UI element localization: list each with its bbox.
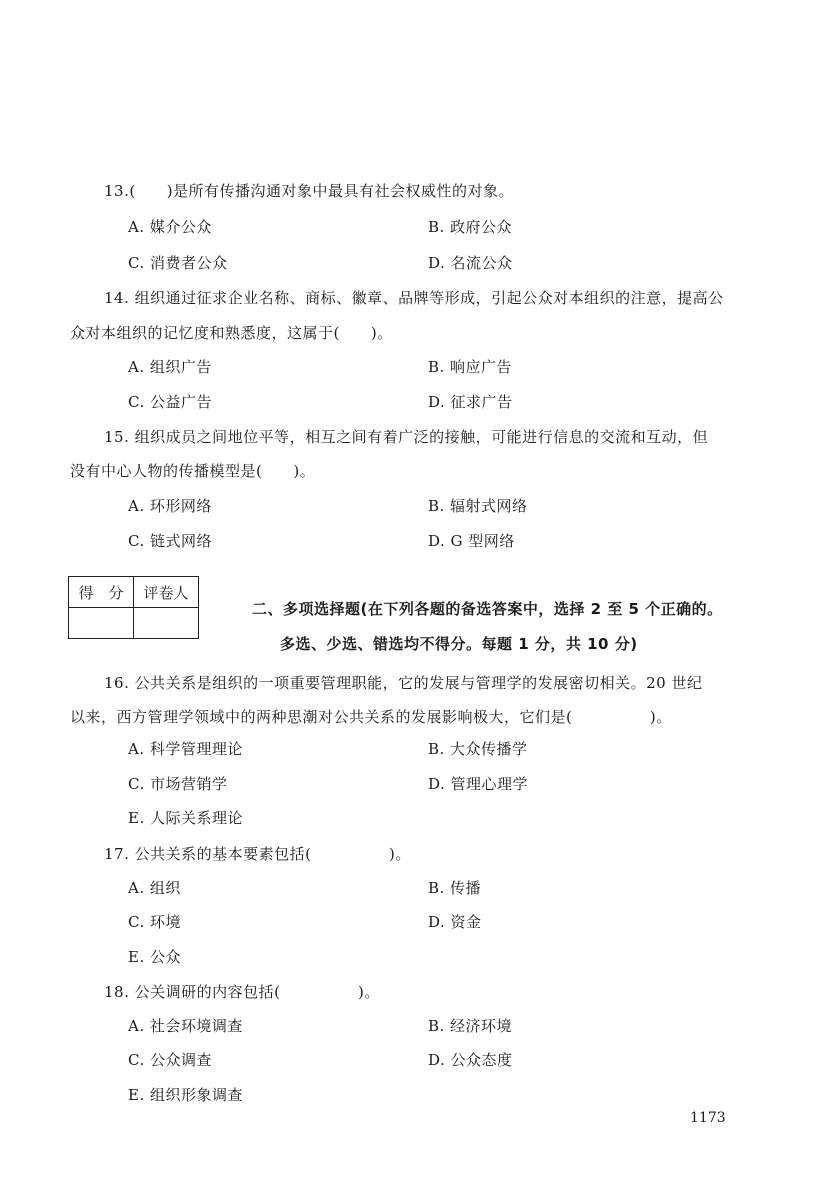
question-15-option-d: D. G 型网络 (428, 532, 515, 550)
question-15-option-b: B. 辐射式网络 (428, 497, 528, 515)
question-16-option-e: E. 人际关系理论 (128, 809, 243, 827)
question-13-stem: 13.( )是所有传播沟通对象中最具有社会权威性的对象。 (104, 182, 515, 200)
question-15-option-c: C. 链式网络 (128, 532, 212, 550)
question-17-stem: 17. 公共关系的基本要素包括( )。 (104, 845, 411, 863)
question-16-option-b: B. 大众传播学 (428, 740, 528, 758)
score-cell (69, 608, 134, 639)
question-13-option-d: D. 名流公众 (428, 254, 513, 272)
question-16-stem-line2: 以来，西方管理学领域中的两种思潮对公共关系的发展影响极大，它们是( )。 (70, 708, 672, 726)
question-16-option-c: C. 市场营销学 (128, 775, 228, 793)
score-label: 得 分 (69, 577, 134, 608)
question-16-stem-line1: 16. 公共关系是组织的一项重要管理职能，它的发展与管理学的发展密切相关。20 世纪 (104, 674, 703, 692)
question-18-option-e: E. 组织形象调查 (128, 1086, 243, 1104)
question-14-option-a: A. 组织广告 (128, 358, 212, 376)
question-18-option-d: D. 公众态度 (428, 1051, 513, 1069)
question-13-option-a: A. 媒介公众 (128, 218, 212, 236)
question-15-stem-line2: 没有中心人物的传播模型是( )。 (70, 462, 316, 480)
question-14-option-d: D. 征求广告 (428, 393, 513, 411)
grader-label: 评卷人 (134, 577, 199, 608)
question-14-stem-line2: 众对本组织的记忆度和熟悉度，这属于( )。 (70, 324, 393, 342)
grader-cell (134, 608, 199, 639)
question-13-option-b: B. 政府公众 (428, 218, 513, 236)
section-2-title-line2: 多选、少选、错选均不得分。每题 1 分，共 10 分) (280, 635, 638, 653)
question-17-option-e: E. 公众 (128, 948, 181, 966)
score-box (68, 576, 199, 639)
question-15-option-a: A. 环形网络 (128, 497, 212, 515)
question-17-option-a: A. 组织 (128, 879, 181, 897)
question-16-option-d: D. 管理心理学 (428, 775, 529, 793)
question-14-option-b: B. 响应广告 (428, 358, 513, 376)
question-13-option-c: C. 消费者公众 (128, 254, 228, 272)
page-number: 1173 (690, 1110, 726, 1126)
question-17-option-b: B. 传播 (428, 879, 482, 897)
question-18-option-c: C. 公众调查 (128, 1051, 212, 1069)
question-18-stem: 18. 公关调研的内容包括( )。 (104, 983, 380, 1001)
question-18-option-a: A. 社会环境调查 (128, 1017, 243, 1035)
question-18-option-b: B. 经济环境 (428, 1017, 513, 1035)
question-16-option-a: A. 科学管理理论 (128, 740, 243, 758)
question-14-option-c: C. 公益广告 (128, 393, 212, 411)
section-2-title-line1: 二、多项选择题(在下列各题的备选答案中，选择 2 至 5 个正确的。 (252, 600, 723, 618)
question-17-option-c: C. 环境 (128, 913, 181, 931)
question-15-stem-line1: 15. 组织成员之间地位平等，相互之间有着广泛的接触，可能进行信息的交流和互动，但 (104, 428, 709, 446)
question-14-stem-line1: 14. 组织通过征求企业名称、商标、徽章、品牌等形成，引起公众对本组织的注意，提高公 (104, 289, 724, 307)
question-17-option-d: D. 资金 (428, 913, 482, 931)
